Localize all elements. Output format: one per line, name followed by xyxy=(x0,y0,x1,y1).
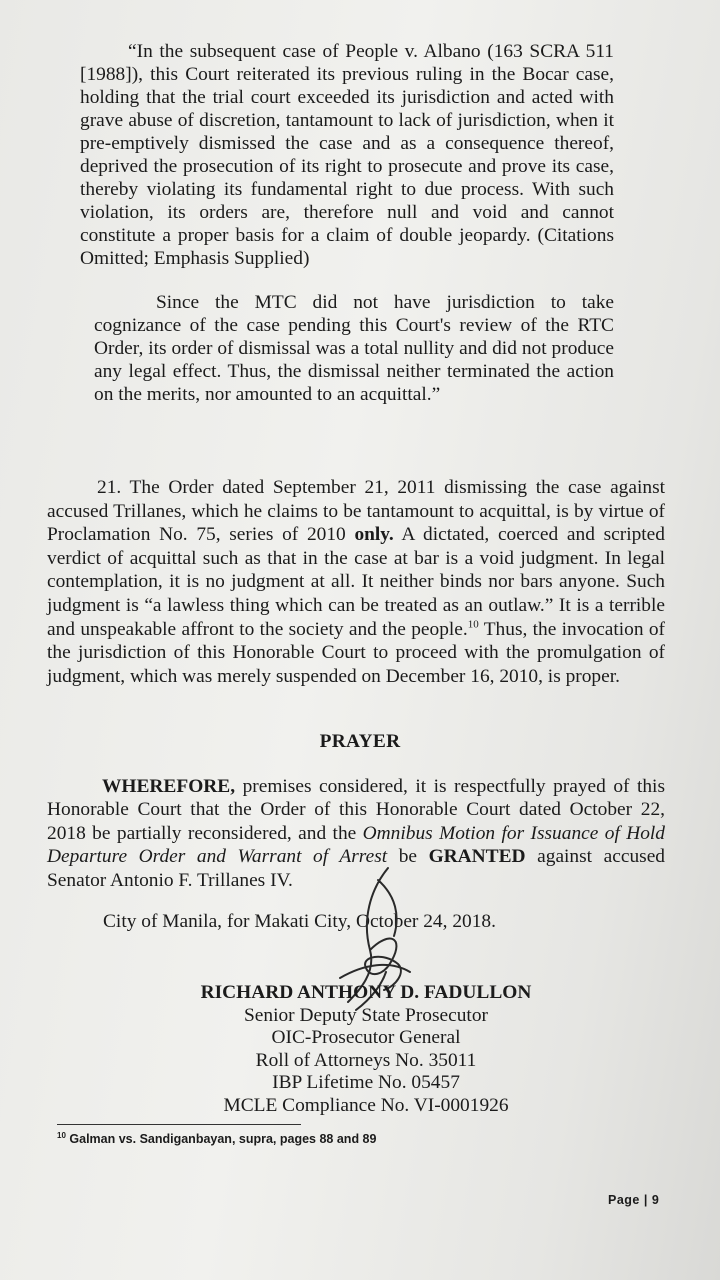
paragraph-21 xyxy=(47,476,665,688)
footnote xyxy=(57,1131,376,1146)
roll-of-attorneys: Roll of Attorneys No. 35011 xyxy=(255,1049,477,1071)
prayer-paragraph: WHEREFORE, premises considered, it is respectfully prayed of this Honorable Court that the Order of this Honorable Court dated October 22, 2018 be partially reconsidered, and the Omnibus Motion for Issuance of Hold Departure Order and Warrant of Arrest be GRANTED against accused Senator Antonio F. Trillanes IV. xyxy=(47,776,666,891)
page-number: Page | 9 xyxy=(608,1193,660,1207)
granted-emphasis: GRANTED xyxy=(428,846,526,868)
place-and-date: City of Manila, for Makati City, October 24, 2018. xyxy=(103,911,496,932)
paragraph-21-text: 21. The Order dated September 21, 2011 dismissing the case against accused Trillanes, which he claims to be tantamount to acquittal, is by virtue of Proclamation No. 75, series of 2010 only. A dictated, coerced and scripted verdict of acquittal such as that in the case at bar is a void judgment. In legal contemplation, it is no judgment at all. It neither binds nor bars anyone. Such judgment is “a lawless thing which can be treated as an outlaw.” It is a terrible and unspeakable affront to the society and the people.$^{10}$ Thus, the invocation of the jurisdiction of this Honorable Court to proceed with the promulgation of judgment, which was merely suspended on December 16, 2010, is proper. xyxy=(47,477,665,687)
footnote-text: Galman vs. Sandiganbayan, supra, pages 88 and 89 xyxy=(69,1132,377,1147)
mcle-number: MCLE Compliance No. VI-0001926 xyxy=(223,1094,509,1116)
motion-title: Omnibus Motion for Issuance of Hold Departure Order and Warrant of Arrest xyxy=(47,822,666,868)
only-emphasis: only. xyxy=(354,524,394,546)
signatory-office: OIC-Prosecutor General xyxy=(271,1027,461,1048)
block-quote xyxy=(80,40,614,406)
footnote-number: 10 xyxy=(57,1131,66,1140)
signatory-title: Senior Deputy State Prosecutor xyxy=(244,1004,488,1026)
quote-paragraph-2: Since the MTC did not have jurisdiction to take cognizance of the case pending this Court's review of the RTC Order, its order of dismissal was a total nullity and did not produce any legal effect. Thus, the dismissal neither terminated the action on the merits, nor amounted to an acquittal.” xyxy=(94,292,614,405)
signature-block xyxy=(186,982,546,1117)
quote-paragraph-1: “In the subsequent case of People v. Albano (163 SCRA 511 [1988]), this Court reiterated its previous ruling in the Bocar case, holding that the trial court exceeded its jurisdiction and acted with grave abuse of discretion, tantamount to lack of jurisdiction, when it pre-emptively dismissed the case and as a consequence thereof, deprived the prosecution of its right to prosecute and prove its case, thereby violating its fundamental right to due process. With such violation, its orders are, therefore null and void and cannot constitute a proper basis for a claim of double jeopardy. (Citations Omitted; Emphasis Supplied) xyxy=(80,41,614,269)
signatory-name: RICHARD ANTHONY D. FADULLON xyxy=(200,982,532,1003)
wherefore-emphasis: WHEREFORE, xyxy=(102,776,236,797)
footnote-divider xyxy=(57,1124,301,1125)
footnote-ref: 10 xyxy=(467,618,479,631)
prayer-heading: PRAYER xyxy=(319,731,401,752)
ibp-number: IBP Lifetime No. 05457 xyxy=(272,1072,460,1093)
